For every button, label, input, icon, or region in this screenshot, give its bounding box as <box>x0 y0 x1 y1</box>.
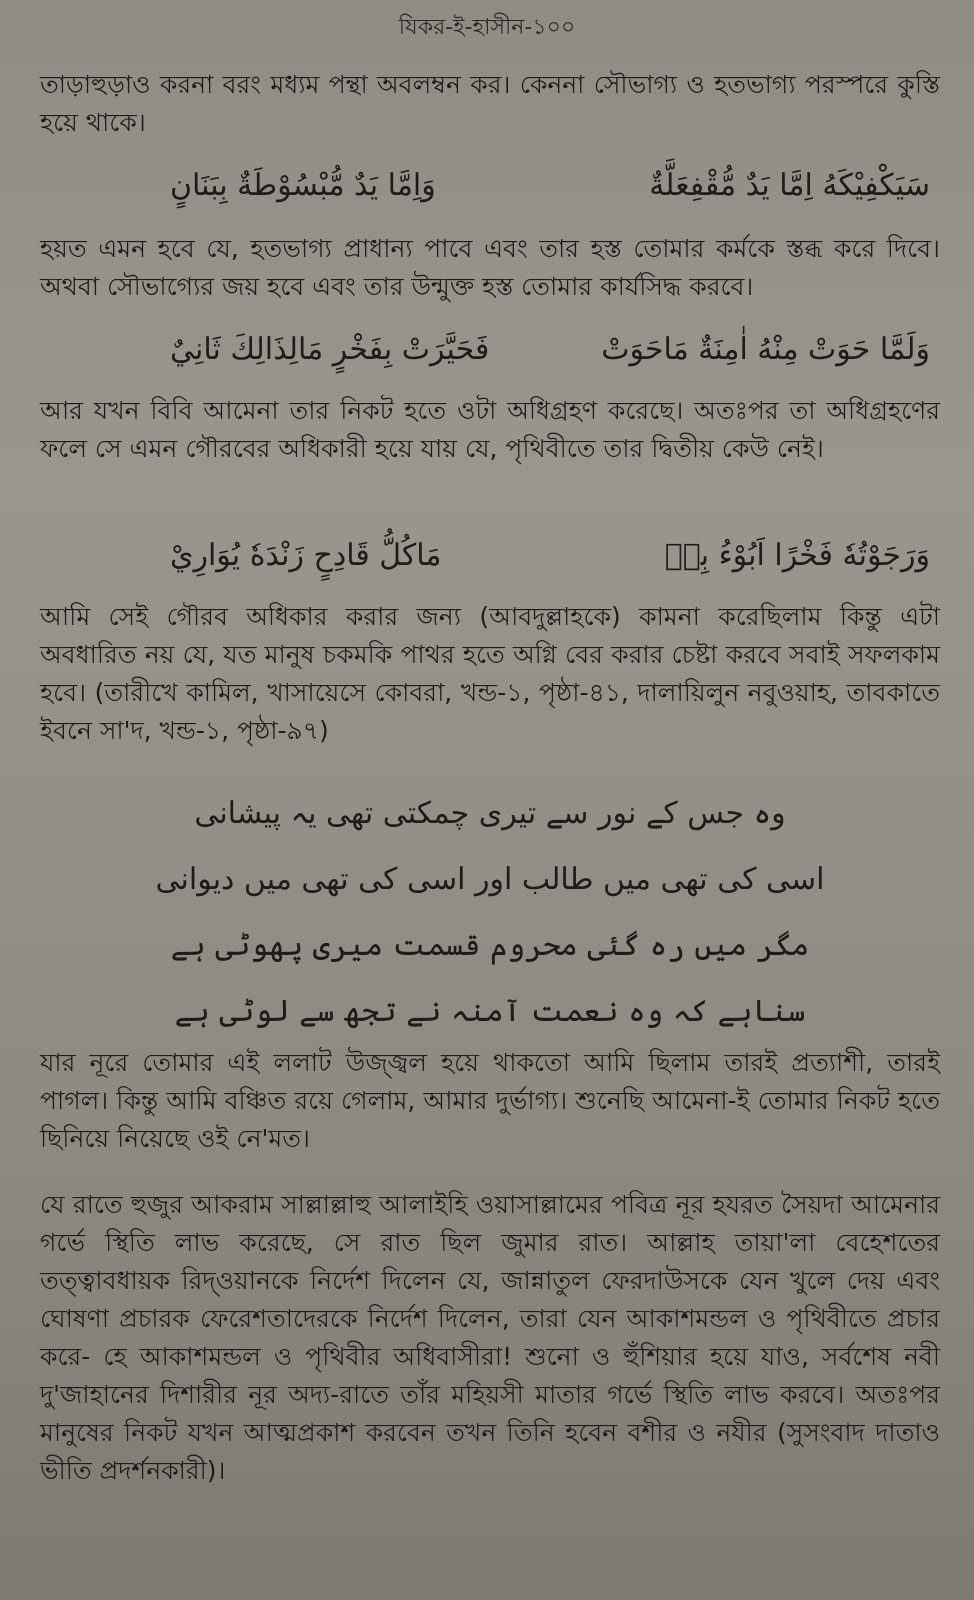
arabic-verse-2-right: وَلَمَّا حَوَتْ مِنْهُ اٰمِنَةٌ مَاحَوَتْ <box>601 332 930 367</box>
arabic-verse-1-left: وَاِمَّا يَدٌ مُّبْسُوْطَةٌ بِبَنَانٍ <box>170 168 436 203</box>
paragraph-4: আমি সেই গৌরব অধিকার করার জন্য (আবদুল্লাহকে) কামনা করেছিলাম কিন্তু এটা অবধারিত নয় যে, যত মানুষ চকমকি পাথর হতে অগ্নি বের করার চেষ্টা করবে সবাই সফলকাম হবে। (তারীখে কামিল, খাসায়েসে কোবরা, খন্ড-১, পৃষ্ঠা-৪১, দালায়িলুন নবুওয়াহ, তাবকাতে ইবনে সা'দ, খন্ড-১, পৃষ্ঠা-৯৭) <box>40 602 940 745</box>
page-header: যিকর-ই-হাসীন-১০০ <box>398 15 576 40</box>
urdu-verse-line-4: سناہے کہ وہ نعمت آمنہ نے تجھ سے لوٹی ہے <box>174 994 806 1029</box>
paragraph-2: হয়ত এমন হবে যে, হতভাগ্য প্রাধান্য পাবে এবং তার হস্ত তোমার কর্মকে স্তব্ধ করে দিবে। অথবা সৌভাগ্যের জয় হবে এবং তার উন্মুক্ত হস্ত তোমার কার্যসিদ্ধ করবে। <box>40 234 940 301</box>
paragraph-3: আর যখন বিবি আমেনা তার নিকট হতে ওটা অধিগ্রহণ করেছে। অতঃপর তা অধিগ্রহণের ফলে সে এমন গৌরবের অধিকারী হয়ে যায় যে, পৃথিবীতে তার দ্বিতীয় কেউ নেই। <box>40 396 940 463</box>
urdu-verse-line-3: مگر میں رہ گئی محروم قسمت میری پھوٹی ہے <box>170 928 810 963</box>
paragraph-1: তাড়াহুড়াও করনা বরং মধ্যম পন্থা অবলম্বন কর। কেননা সৌভাগ্য ও হতভাগ্য পরস্পরে কুস্তি হয়ে থাকে। <box>40 70 940 137</box>
arabic-verse-1-right: سَيَكْفِيْكَهُ اِمَّا يَدٌ مُّقْفِعَلَّةٌ <box>649 168 930 203</box>
arabic-verse-2 <box>170 332 930 367</box>
arabic-verse-3-right: وَرَجَوْتُهٗ فَخْرًا اَبُوْءُ بِهٖ <box>664 538 930 573</box>
arabic-verse-3-left: مَاكُلُّ قَادِحٍ زَنْدَهٗ يُوَارِيْ <box>170 538 442 573</box>
arabic-verse-3 <box>170 538 930 573</box>
arabic-verse-2-left: فَحَيَّرَتْ بِفَخْرٍ مَالِذَالِكَ ثَانِيٌ <box>170 332 490 367</box>
paragraph-5: যার নূরে তোমার এই ললাট উজ্জ্বল হয়ে থাকতো আমি ছিলাম তারই প্রত্যাশী, তারই পাগল। কিন্তু আমি বঞ্চিত রয়ে গেলাম, আমার দুর্ভাগ্য। শুনেছি আমেনা-ই তোমার নিকট হতে ছিনিয়ে নিয়েছে ওই নে'মত। <box>40 1048 940 1153</box>
arabic-verse-1 <box>170 168 930 203</box>
paragraph-6: যে রাতে হুজুর আকরাম সাল্লাল্লাহু আলাইহি ওয়াসাল্লামের পবিত্র নূর হযরত সৈয়দা আমেনার গর্ভে স্থিতি লাভ করেছে, সে রাত ছিল জুমার রাত। আল্লাহ তায়া'লা বেহেশতের তত্ত্বাবধায়ক রিদ্ওয়ানকে নির্দেশ দিলেন যে, জান্নাতুল ফেরদাউসকে যেন খুলে দেয় এবং ঘোষণা প্রচারক ফেরেশতাদেরকে নির্দেশ দিলেন, তারা যেন আকাশমন্ডল ও পৃথিবীতে প্রচার করে- হে আকাশমন্ডল ও পৃথিবীর অধিবাসীরা! শুনো ও হুঁশিয়ার হয়ে যাও, সর্বশেষ নবী দু'জাহানের দিশারীর নূর অদ্য-রাতে তাঁর মহিয়সী মাতার গর্ভে স্থিতি লাভ করবে। অতঃপর মানুষের নিকট যখন আত্মপ্রকাশ করবেন তখন তিনি হবেন বশীর ও নযীর (সুসংবাদ দাতাও ভীতি প্রদর্শনকারী)। <box>40 1190 940 1485</box>
urdu-verse-line-2: اسی کی تھی میں طالب اور اسی کی تھی میں دیوانی <box>155 862 825 897</box>
urdu-verse-line-1: وہ جس کے نور سے تیری چمکتی تھی یہ پیشانی <box>194 796 786 831</box>
